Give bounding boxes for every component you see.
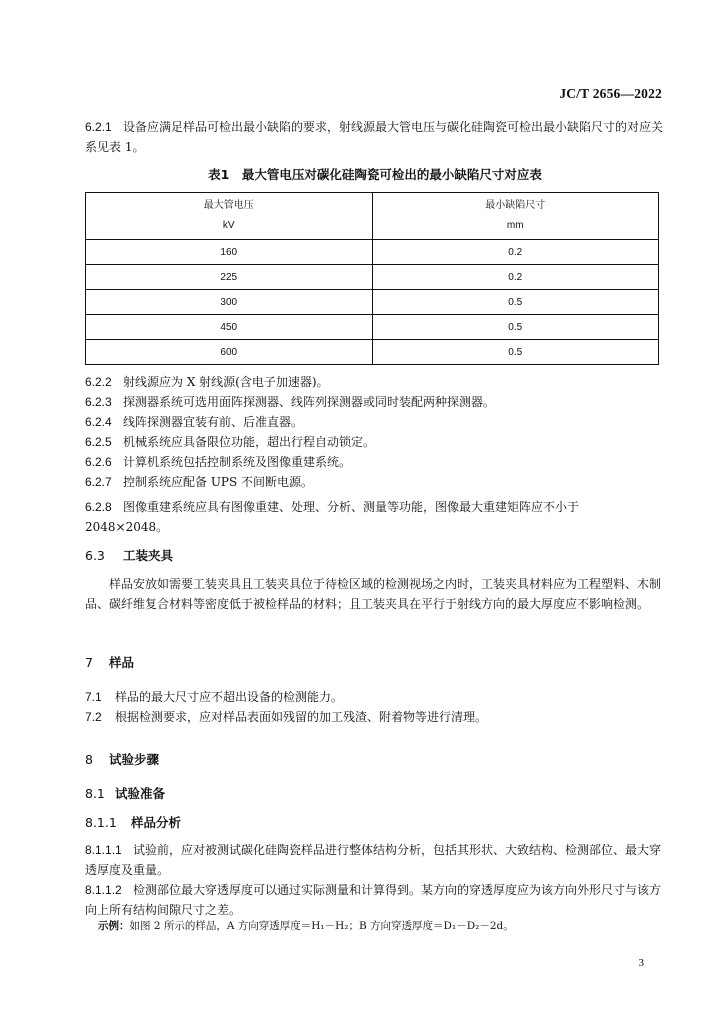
page-number: 3 <box>638 957 644 969</box>
clause-number: 7.1 <box>85 690 102 704</box>
section-heading-6-3 <box>85 546 173 564</box>
clause-7-1 <box>85 687 665 707</box>
clause-text: 机械系统应具备限位功能，超出行程自动锁定。 <box>123 435 376 449</box>
section-heading-7 <box>85 653 134 671</box>
header-voltage-label: 最大管电压 <box>203 200 254 211</box>
clause-8-1-1-2 <box>85 880 665 920</box>
section-heading-8 <box>85 750 159 768</box>
section-number: 6.3 <box>85 548 105 563</box>
clause-text: 探测器系统可选用面阵探测器、线阵列探测器或同时装配两种探测器。 <box>123 395 496 409</box>
clause-6-2-7 <box>85 472 665 492</box>
table-cell-voltage: 160 <box>86 240 373 265</box>
example-label: 示例： <box>98 920 130 932</box>
clause-number: 6.2.5 <box>85 435 112 449</box>
table-row <box>86 315 659 340</box>
clause-6-2-2 <box>85 372 665 392</box>
table-cell-voltage: 450 <box>86 315 373 340</box>
clause-number: 6.2.6 <box>85 455 112 469</box>
example-note <box>98 918 514 933</box>
table-row <box>86 340 659 365</box>
table-row <box>86 265 659 290</box>
clause-6-2-5 <box>85 432 665 452</box>
clause-text: 试验前，应对被测试碳化硅陶瓷样品进行整体结构分析，包括其形状、大致结构、检测部位、最大穿透厚度及重量。 <box>85 843 662 877</box>
table-row <box>86 290 659 315</box>
clause-text: 设备应满足样品可检出最小缺陷的要求，射线源最大管电压与碳化硅陶瓷可检出最小缺陷尺寸的对应关系见表 1。 <box>85 120 664 154</box>
table-cell-voltage: 600 <box>86 340 373 365</box>
clause-text: 计算机系统包括控制系统及图像重建系统。 <box>123 455 352 469</box>
section-title: 试验准备 <box>115 786 166 801</box>
section-heading-8-1 <box>85 784 165 802</box>
clause-text: 样品的最大尺寸应不超出设备的检测能力。 <box>115 690 344 704</box>
clause-number: 6.2.2 <box>85 375 112 389</box>
section-title: 样品分析 <box>131 815 182 830</box>
clause-number: 6.2.8 <box>85 500 112 514</box>
section-title: 样品 <box>109 655 135 670</box>
table-cell-size: 0.2 <box>372 265 659 290</box>
table-caption: 表1 最大管电压对碳化硅陶瓷可检出的最小缺陷尺寸对应表 <box>208 167 542 182</box>
voltage-defect-table <box>85 192 659 365</box>
standard-number: JC/T 2656—2022 <box>559 86 662 101</box>
section-title: 工装夹具 <box>123 548 174 563</box>
section-title: 试验步骤 <box>109 752 160 767</box>
table-cell-size: 0.5 <box>372 315 659 340</box>
clause-number: 6.2.3 <box>85 395 112 409</box>
table-cell-voltage: 225 <box>86 265 373 290</box>
clause-number: 8.1.1.1 <box>85 843 122 857</box>
clause-6-2-1 <box>85 117 665 157</box>
section-heading-8-1-1 <box>85 813 181 831</box>
clause-8-1-1-1 <box>85 840 665 880</box>
paragraph-6-3: 样品安放如需要工装夹具且工装夹具位于待检区域的检测视场之内时，工装夹具材料应为工程塑料、木制品、碳纤维复合材料等密度低于被检样品的材料；且工装夹具在平行于射线方向的最大厚度应不影响检测。 <box>85 577 662 611</box>
example-text: 如图 2 所示的样品，A 方向穿透厚度＝H₁－H₂；B 方向穿透厚度＝D₁－D₂－2d。 <box>129 920 514 932</box>
clause-text: 图像重建系统应具有图像重建、处理、分析、测量等功能，图像最大重建矩阵应不小于 2048×2048。 <box>85 500 580 534</box>
header-size-label: 最小缺陷尺寸 <box>485 200 546 211</box>
clause-6-2-6 <box>85 452 665 472</box>
clause-text: 控制系统应配备 UPS 不间断电源。 <box>123 475 314 489</box>
table-cell-voltage: 300 <box>86 290 373 315</box>
clause-number: 7.2 <box>85 710 102 724</box>
table-cell-size: 0.5 <box>372 290 659 315</box>
clause-6-2-4 <box>85 412 665 432</box>
clause-6-2-3 <box>85 392 665 412</box>
clause-text: 射线源应为 X 射线源(含电子加速器)。 <box>123 375 329 389</box>
clause-6-2-8 <box>85 497 665 537</box>
section-number: 8.1 <box>85 786 105 801</box>
table-header-row <box>86 193 659 240</box>
section-number: 8.1.1 <box>85 815 117 830</box>
clause-number: 8.1.1.2 <box>85 883 122 897</box>
section-number: 7 <box>85 655 93 670</box>
table-header-voltage <box>86 193 373 240</box>
header-size-unit: mm <box>506 220 524 231</box>
table-cell-size: 0.5 <box>372 340 659 365</box>
clause-number: 6.2.4 <box>85 415 112 429</box>
clause-number: 6.2.1 <box>85 120 112 134</box>
clause-text: 检测部位最大穿透厚度可以通过实际测量和计算得到。某方向的穿透厚度应为该方向外形尺寸与该方向上所有结构间隙尺寸之差。 <box>85 883 662 917</box>
clause-7-2 <box>85 707 665 727</box>
header-voltage-unit: kV <box>222 220 235 231</box>
table-row <box>86 240 659 265</box>
clause-number: 6.2.7 <box>85 475 112 489</box>
section-number: 8 <box>85 752 93 767</box>
clause-text: 线阵探测器宜装有前、后准直器。 <box>123 415 304 429</box>
clause-text: 根据检测要求，应对样品表面如残留的加工残渣、附着物等进行清理。 <box>115 710 488 724</box>
table-cell-size: 0.2 <box>372 240 659 265</box>
table-header-size <box>372 193 659 240</box>
